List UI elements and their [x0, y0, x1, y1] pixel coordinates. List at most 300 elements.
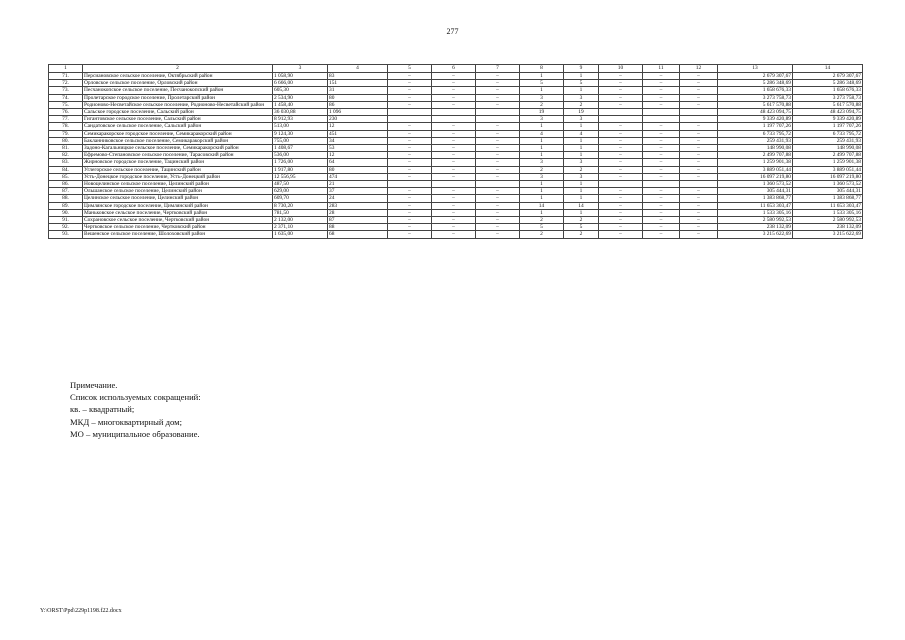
table-row [49, 152, 863, 159]
value-cell: 1 658 676,33 [718, 87, 793, 94]
header-cell: 4 [328, 65, 388, 73]
row-number-cell: 74. [49, 94, 83, 101]
value-cell [680, 116, 718, 123]
value-cell: – [476, 101, 520, 108]
value-cell [476, 109, 520, 116]
value-cell: – [599, 87, 643, 94]
value-cell: 3 889 051,44 [793, 166, 863, 173]
value-cell: – [476, 94, 520, 101]
value-cell: 2 580 992,53 [718, 217, 793, 224]
value-cell: 629,00 [273, 188, 328, 195]
value-cell: 4 [564, 130, 599, 137]
notes-item: МКД – многоквартирный дом; [70, 416, 182, 427]
value-cell: 487,50 [273, 181, 328, 188]
value-cell: – [388, 152, 432, 159]
value-cell: – [643, 94, 680, 101]
value-cell: – [432, 87, 476, 94]
value-cell: – [432, 130, 476, 137]
settlement-name-cell: Сандатовское сельское поселение, Сальский район [83, 123, 273, 130]
value-cell: 151 [328, 80, 388, 87]
value-cell: – [432, 224, 476, 231]
value-cell: 238 132,09 [718, 224, 793, 231]
value-cell: 11 653 303,47 [793, 202, 863, 209]
value-cell: – [388, 123, 432, 130]
value-cell: – [388, 130, 432, 137]
value-cell: 8 912,93 [273, 116, 328, 123]
value-cell: – [680, 101, 718, 108]
value-cell: 87 [328, 217, 388, 224]
table-row [49, 87, 863, 94]
value-cell: 2 [520, 101, 564, 108]
value-cell: 259 431,93 [718, 137, 793, 144]
value-cell: – [476, 217, 520, 224]
value-cell: – [476, 159, 520, 166]
value-cell: 1 533 305,16 [718, 209, 793, 216]
value-cell: 609,70 [273, 195, 328, 202]
value-cell: 1 533 305,16 [793, 209, 863, 216]
value-cell: 1 [564, 87, 599, 94]
settlement-name-cell: Семикаракорское городское поселение, Семикаракорский район [83, 130, 273, 137]
value-cell: – [599, 137, 643, 144]
value-cell: – [388, 166, 432, 173]
value-cell: 1 197 707,26 [793, 123, 863, 130]
row-number-cell: 72. [49, 80, 83, 87]
value-cell: 781,50 [273, 209, 328, 216]
notes-title: Примечание. [70, 380, 118, 390]
value-cell: 2 499 707,88 [718, 152, 793, 159]
value-cell: – [388, 217, 432, 224]
value-cell: 1 [564, 145, 599, 152]
value-cell: – [476, 80, 520, 87]
value-cell: 68 [328, 231, 388, 238]
row-number-cell: 71. [49, 73, 83, 80]
value-cell: 3 215 622,69 [793, 231, 863, 238]
value-cell [680, 181, 718, 188]
value-cell: 12 [328, 152, 388, 159]
value-cell: – [680, 123, 718, 130]
value-cell: – [432, 80, 476, 87]
table-row [49, 181, 863, 188]
value-cell: – [476, 231, 520, 238]
value-cell: – [643, 231, 680, 238]
value-cell: 1 [564, 123, 599, 130]
value-cell: 2 [564, 217, 599, 224]
settlement-name-cell: Ольшанское сельское поселение, Целинский район [83, 188, 273, 195]
value-cell: 536,00 [273, 152, 328, 159]
value-cell: – [680, 152, 718, 159]
value-cell: – [432, 101, 476, 108]
settlement-name-cell: Углегорское сельское поселение, Тацинский район [83, 166, 273, 173]
value-cell [432, 181, 476, 188]
value-cell: 451 [328, 130, 388, 137]
value-cell: 1 383 868,77 [718, 195, 793, 202]
value-cell: – [680, 73, 718, 80]
value-cell [680, 109, 718, 116]
row-number-cell: 93. [49, 231, 83, 238]
value-cell: 28 [328, 209, 388, 216]
value-cell: 1 917,80 [273, 166, 328, 173]
value-cell: – [432, 195, 476, 202]
header-cell: 14 [793, 65, 863, 73]
value-cell: – [388, 94, 432, 101]
value-cell [476, 181, 520, 188]
value-cell: 2 499 707,88 [793, 152, 863, 159]
table-row [49, 159, 863, 166]
value-cell: – [388, 159, 432, 166]
value-cell: – [476, 145, 520, 152]
file-path: Y:\ORST\Ppd\229p1198.f22.docx [40, 608, 122, 614]
value-cell [599, 116, 643, 123]
value-cell: 2 132,00 [273, 217, 328, 224]
table-row [49, 202, 863, 209]
value-cell: – [476, 137, 520, 144]
value-cell: 1 [564, 73, 599, 80]
value-cell: 1 [564, 209, 599, 216]
value-cell: 4 [520, 130, 564, 137]
value-cell: – [432, 231, 476, 238]
value-cell: – [599, 101, 643, 108]
value-cell [643, 109, 680, 116]
value-cell: – [680, 159, 718, 166]
settlement-name-cell: Задоно-Кагальницкое сельское поселение, Семикаракорский район [83, 145, 273, 152]
header-cell: 13 [718, 65, 793, 73]
header-cell: 3 [273, 65, 328, 73]
table-row [49, 116, 863, 123]
value-cell: – [643, 80, 680, 87]
value-cell: 5 617 570,88 [718, 101, 793, 108]
table-row [49, 224, 863, 231]
settlement-name-cell: Бакланниковское сельское поселение, Семикаракорский район [83, 137, 273, 144]
value-cell: 1 [520, 209, 564, 216]
value-cell: 19 [564, 109, 599, 116]
row-number-cell: 79. [49, 130, 83, 137]
table-row [49, 231, 863, 238]
settlement-name-cell: Цимлянское городское поселение, Цимлянский район [83, 202, 273, 209]
value-cell: 2 [520, 166, 564, 173]
table-row [49, 166, 863, 173]
settlement-name-cell: Новоцелинское сельское поселение, Целинский район [83, 181, 273, 188]
table-row [49, 94, 863, 101]
value-cell: 2 679 307,67 [718, 73, 793, 80]
table-header-row [49, 65, 863, 73]
value-cell: 1 [520, 188, 564, 195]
value-cell: 2 679 307,67 [793, 73, 863, 80]
value-cell: 83 [328, 73, 388, 80]
row-number-cell: 83. [49, 159, 83, 166]
value-cell [643, 181, 680, 188]
value-cell: 1 [520, 137, 564, 144]
header-cell: 10 [599, 65, 643, 73]
value-cell: – [680, 188, 718, 195]
notes-list-title: Список используемых сокращений: [70, 392, 201, 403]
data-table [48, 64, 863, 239]
header-cell: 8 [520, 65, 564, 73]
value-cell: 12 556,95 [273, 173, 328, 180]
settlement-name-cell: Сальское городское поселение, Сальский район [83, 109, 273, 116]
value-cell: – [643, 137, 680, 144]
value-cell: 513,00 [273, 123, 328, 130]
table-row [49, 188, 863, 195]
value-cell: 12 [328, 123, 388, 130]
value-cell: – [599, 159, 643, 166]
value-cell: 305 444,31 [793, 188, 863, 195]
value-cell: – [432, 173, 476, 180]
value-cell: – [599, 145, 643, 152]
value-cell: – [680, 80, 718, 87]
value-cell: 16 097 219,80 [793, 173, 863, 180]
value-cell: 8 730,20 [273, 202, 328, 209]
value-cell: – [643, 130, 680, 137]
value-cell: 1 [564, 152, 599, 159]
value-cell: 5 286 348,69 [793, 80, 863, 87]
row-number-cell: 75. [49, 101, 83, 108]
value-cell: 3 215 622,69 [718, 231, 793, 238]
value-cell: 3 [564, 159, 599, 166]
value-cell: – [599, 202, 643, 209]
settlement-name-cell: Ефремово-Степановское сельское поселение, Тарасовский район [83, 152, 273, 159]
value-cell [432, 109, 476, 116]
value-cell: – [680, 209, 718, 216]
value-cell: – [680, 217, 718, 224]
row-number-cell: 73. [49, 87, 83, 94]
value-cell: 1 [564, 181, 599, 188]
value-cell: – [643, 217, 680, 224]
table-row [49, 80, 863, 87]
value-cell: – [643, 202, 680, 209]
row-number-cell: 77. [49, 116, 83, 123]
value-cell: – [643, 73, 680, 80]
settlement-name-cell: Чертковское сельское поселение, Чертковский район [83, 224, 273, 231]
value-cell: – [476, 188, 520, 195]
value-cell: – [643, 166, 680, 173]
value-cell: 283 [328, 202, 388, 209]
header-cell: 5 [388, 65, 432, 73]
notes-item: кв. – квадратный; [70, 404, 135, 415]
value-cell: 1 360 573,52 [793, 181, 863, 188]
row-number-cell: 76. [49, 109, 83, 116]
value-cell: – [599, 73, 643, 80]
value-cell: – [432, 123, 476, 130]
value-cell: – [643, 87, 680, 94]
value-cell: 37 [328, 188, 388, 195]
value-cell: 1 [520, 145, 564, 152]
value-cell: – [388, 224, 432, 231]
value-cell: 2 [520, 217, 564, 224]
table-row [49, 145, 863, 152]
value-cell: – [643, 123, 680, 130]
page-number: 277 [446, 27, 459, 36]
value-cell: 21 [328, 181, 388, 188]
value-cell: – [599, 123, 643, 130]
value-cell: – [432, 159, 476, 166]
value-cell: – [476, 152, 520, 159]
value-cell: – [388, 87, 432, 94]
value-cell: 5 [564, 224, 599, 231]
value-cell: 1 [520, 87, 564, 94]
row-number-cell: 82. [49, 152, 83, 159]
value-cell: – [476, 209, 520, 216]
value-cell: 148 990,08 [718, 145, 793, 152]
value-cell: – [388, 137, 432, 144]
table-row [49, 130, 863, 137]
table-row [49, 73, 863, 80]
value-cell: – [432, 166, 476, 173]
value-cell: 1 360 573,52 [718, 181, 793, 188]
header-cell: 9 [564, 65, 599, 73]
row-number-cell: 81. [49, 145, 83, 152]
settlement-name-cell: Песчанокопское сельское поселение, Песчанокопский район [83, 87, 273, 94]
value-cell: 3 [564, 173, 599, 180]
settlement-name-cell: Гигантовское сельское поселение, Сальский район [83, 116, 273, 123]
value-cell: 2 371,10 [273, 224, 328, 231]
value-cell: 3 [520, 173, 564, 180]
value-cell: – [680, 224, 718, 231]
value-cell: 48 423 094,75 [793, 109, 863, 116]
value-cell: 5 [520, 224, 564, 231]
value-cell: 53 [328, 145, 388, 152]
notes-item: МО – муниципальное образование. [70, 428, 200, 439]
value-cell [432, 116, 476, 123]
value-cell: 1 058,90 [273, 73, 328, 80]
value-cell: – [599, 195, 643, 202]
row-number-cell: 85. [49, 173, 83, 180]
notes-block [70, 379, 201, 440]
value-cell: 1 [564, 195, 599, 202]
value-cell: 80 [328, 166, 388, 173]
value-cell: 1 [520, 73, 564, 80]
value-cell: 14 [564, 202, 599, 209]
value-cell [599, 181, 643, 188]
value-cell: 80 [328, 94, 388, 101]
value-cell: 14 [520, 202, 564, 209]
value-cell: 1 658 676,33 [793, 87, 863, 94]
settlement-name-cell: Маньковское сельское поселение, Чертковский район [83, 209, 273, 216]
value-cell: 605,30 [273, 87, 328, 94]
value-cell: – [599, 80, 643, 87]
value-cell: – [388, 209, 432, 216]
value-cell: – [599, 173, 643, 180]
value-cell: 34 [328, 137, 388, 144]
row-number-cell: 88. [49, 195, 83, 202]
settlement-name-cell: Родионово-Несветайское сельское поселение, Родионово-Несветайский район [83, 101, 273, 108]
value-cell: – [476, 173, 520, 180]
value-cell: – [599, 94, 643, 101]
value-cell: – [476, 224, 520, 231]
value-cell: 24 [328, 195, 388, 202]
value-cell: 1 197 707,26 [718, 123, 793, 130]
value-cell: 3 [520, 94, 564, 101]
value-cell: 1 [520, 181, 564, 188]
row-number-cell: 86. [49, 181, 83, 188]
value-cell: 148 990,08 [793, 145, 863, 152]
value-cell: 1 635,00 [273, 231, 328, 238]
value-cell: – [643, 224, 680, 231]
value-cell: – [680, 145, 718, 152]
value-cell: 6 733 795,72 [793, 130, 863, 137]
value-cell: 86 [328, 101, 388, 108]
value-cell: 1 726,00 [273, 159, 328, 166]
value-cell: – [680, 137, 718, 144]
value-cell: – [432, 202, 476, 209]
value-cell: 9 124,30 [273, 130, 328, 137]
value-cell: 238 132,09 [793, 224, 863, 231]
value-cell: 9 339 420,89 [793, 116, 863, 123]
table-row [49, 137, 863, 144]
table-row [49, 173, 863, 180]
value-cell: 1 [564, 188, 599, 195]
value-cell: 48 423 094,75 [718, 109, 793, 116]
value-cell: – [476, 130, 520, 137]
value-cell: 2 580 992,53 [793, 217, 863, 224]
value-cell: – [599, 188, 643, 195]
value-cell: – [476, 202, 520, 209]
row-number-cell: 84. [49, 166, 83, 173]
header-cell: 6 [432, 65, 476, 73]
value-cell: – [476, 166, 520, 173]
value-cell: – [388, 145, 432, 152]
value-cell: 1 [564, 137, 599, 144]
value-cell: 6 733 795,72 [718, 130, 793, 137]
value-cell: – [643, 188, 680, 195]
settlement-name-cell: Целинское сельское поселение, Целинский район [83, 195, 273, 202]
value-cell: – [388, 101, 432, 108]
value-cell: – [680, 94, 718, 101]
value-cell: – [643, 173, 680, 180]
value-cell: – [599, 224, 643, 231]
settlement-name-cell: Усть-Донецкое городское поселение, Усть-Донецкий район [83, 173, 273, 180]
row-number-cell: 89. [49, 202, 83, 209]
value-cell: 259 431,93 [793, 137, 863, 144]
value-cell: 6 666,00 [273, 80, 328, 87]
value-cell: 64 [328, 159, 388, 166]
settlement-name-cell: Персиановское сельское поселение, Октябрьский район [83, 73, 273, 80]
value-cell: 755,00 [273, 137, 328, 144]
value-cell [599, 109, 643, 116]
value-cell: – [432, 94, 476, 101]
value-cell: 19 [520, 109, 564, 116]
value-cell: 3 273 758,73 [718, 94, 793, 101]
settlement-name-cell: Жирновское городское поселение, Тацинский район [83, 159, 273, 166]
value-cell: 9 339 420,89 [718, 116, 793, 123]
value-cell: – [643, 159, 680, 166]
value-cell: – [643, 145, 680, 152]
settlement-name-cell: Вешенское сельское поселение, Шолоховский район [83, 231, 273, 238]
value-cell: – [388, 202, 432, 209]
value-cell [388, 116, 432, 123]
value-cell: – [599, 231, 643, 238]
value-cell: 3 [520, 116, 564, 123]
value-cell: – [680, 202, 718, 209]
value-cell: – [388, 188, 432, 195]
value-cell: 11 653 303,47 [718, 202, 793, 209]
value-cell: – [432, 209, 476, 216]
value-cell: 88 [328, 224, 388, 231]
value-cell: – [476, 123, 520, 130]
row-number-cell: 80. [49, 137, 83, 144]
value-cell: – [476, 87, 520, 94]
value-cell: 2 [564, 101, 599, 108]
value-cell: 3 [564, 94, 599, 101]
value-cell [388, 109, 432, 116]
value-cell [643, 116, 680, 123]
value-cell: 1 [520, 123, 564, 130]
table-row [49, 123, 863, 130]
value-cell: 3 273 758,73 [793, 94, 863, 101]
table-row [49, 109, 863, 116]
value-cell: 1 408,67 [273, 145, 328, 152]
value-cell: – [599, 217, 643, 224]
value-cell: – [388, 80, 432, 87]
